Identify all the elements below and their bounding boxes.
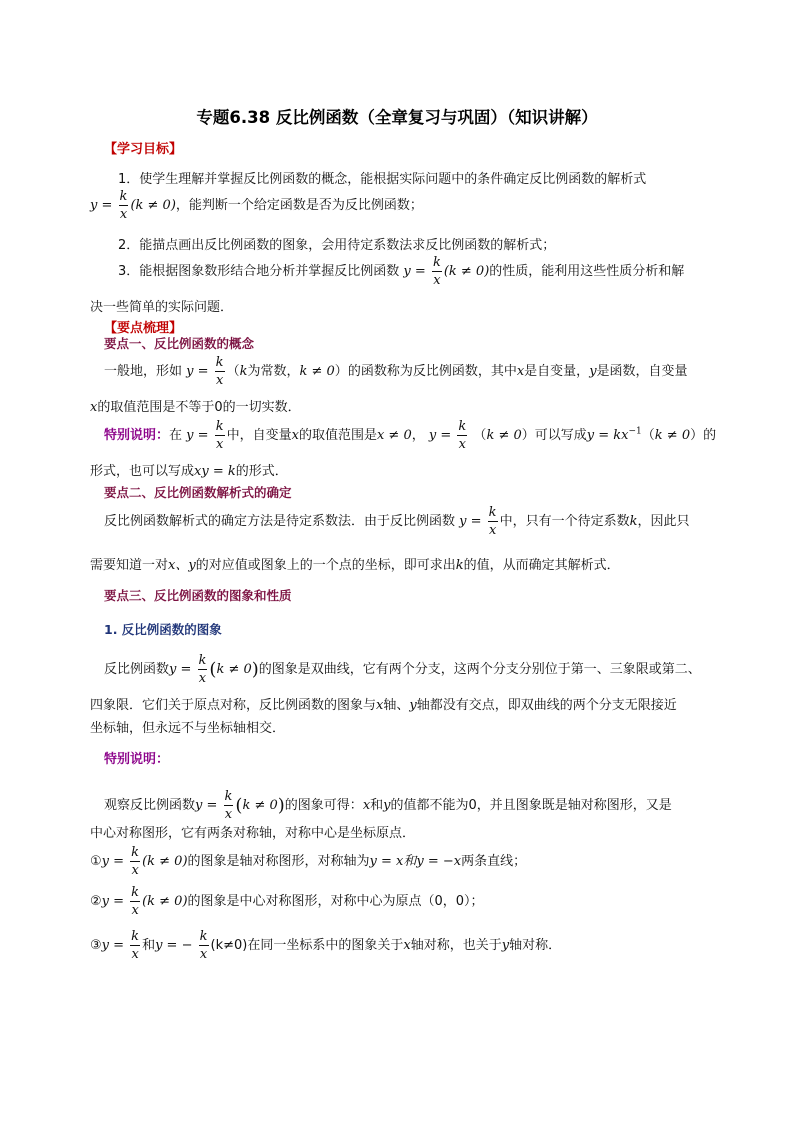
graph-line-1: 反比例函数y = $\frac{k}{x}$ (k ≠ 0)的图象是双曲线，它有两个分支，这两个分支分别位于第一、三象限或第二、 bbox=[104, 653, 701, 686]
section-1-line-1: 一般地，形如 y = $\frac{k}{x}$ （k为常数，k ≠ 0）的函数称为反比例函数，其中x是自变量，y是函数，自变量 bbox=[104, 355, 688, 388]
fraction-k-over-x: $\frac{k}{x}$ bbox=[198, 653, 207, 686]
fraction-k-over-x: $\frac{k}{x}$ bbox=[215, 419, 224, 452]
objective-1-text: 1．使学生理解并掌握反比例函数的概念，能根据实际问题中的条件确定反比例函数的解析式 bbox=[118, 172, 647, 187]
section-1-heading: 要点一、反比例函数的概念 bbox=[104, 336, 255, 351]
fraction-k-over-x: $\frac{k}{x}$ bbox=[131, 885, 140, 918]
fraction-k-over-x: $\frac{k}{x}$ bbox=[458, 419, 467, 452]
graph-line-2: 四象限．它们关于原点对称，反比例函数的图象与x轴、y轴都没有交点，即双曲线的两个分支无限接近 bbox=[90, 698, 677, 713]
conclusion-3: ③y = $\frac{k}{x}$ 和y = − $\frac{k}{x}$ (k≠0)在同一坐标系中的图象关于x轴对称，也关于y轴对称． bbox=[90, 929, 562, 962]
objective-1-tail: ，能判断一个给定函数是否为反比例函数； bbox=[175, 198, 423, 213]
fraction-k-over-x: $\frac{k}{x}$ bbox=[224, 789, 233, 822]
fraction-k-over-x: $\frac{k}{x}$ bbox=[488, 505, 497, 538]
math-y: y bbox=[90, 198, 98, 213]
conclusion-2: ②y = $\frac{k}{x}$ (k ≠ 0)的图象是中心对称图形，对称中心为原点（0，0）； bbox=[90, 885, 484, 918]
section-3-heading: 要点三、反比例函数的图象和性质 bbox=[104, 588, 292, 603]
condition-k-ne-0: (k ≠ 0) bbox=[130, 198, 176, 213]
objective-1-formula-line bbox=[90, 190, 423, 221]
section-1-note-line-1: 特别说明：在 y = $\frac{k}{x}$ 中，自变量x的取值范围是x ≠ 0， y = $\frac{k}{x}$ （k ≠ 0）可以写成$y = kx^{-1}(k \ne 0)$的 bbox=[104, 419, 717, 452]
observation-line-2: 中心对称图形，它有两条对称轴，对称中心是坐标原点． bbox=[90, 826, 416, 841]
fraction-k-over-x: $\frac{k}{x}$ bbox=[199, 929, 208, 962]
section-2-line-2: 需要知道一对x、y的对应值或图象上的一个点的坐标，即可求出k的值，从而确定其解析式． bbox=[90, 558, 620, 573]
section-2-line-1: 反比例函数解析式的确定方法是待定系数法．由于反比例函数 y = $\frac{k}{x}$ 中，只有一个待定系数k，因此只 bbox=[104, 505, 690, 538]
fraction-k-over-x: $\frac{k}{x}$ bbox=[215, 355, 224, 388]
math-eq: = bbox=[101, 198, 113, 213]
fraction-k-over-x: $\frac{k}{x}$ bbox=[119, 189, 128, 222]
subsection-graph-heading: 1. 反比例函数的图象 bbox=[104, 622, 222, 637]
objective-3-continued: 决一些简单的实际问题． bbox=[90, 300, 234, 315]
objective-3-line: 3．能根据图象数形结合地分析并掌握反比例函数 y = $\frac{k}{x}$ (k ≠ 0)的性质，能利用这些性质分析和解 bbox=[118, 255, 685, 288]
section-1-note-line-2: 形式，也可以写成xy = k的形式． bbox=[90, 464, 288, 479]
section-1-line-2: x的取值范围是不等于0的一切实数． bbox=[90, 400, 301, 415]
special-note-label: 特别说明： bbox=[104, 428, 170, 443]
key-points-header: 【要点梳理】 bbox=[104, 321, 183, 336]
objective-2-text: 2．能描点画出反比例函数的图象，会用待定系数法求反比例函数的解析式； bbox=[118, 238, 556, 253]
observation-line-1: 观察反比例函数y = $\frac{k}{x}$ (k ≠ 0)的图象可得：x和y的值都不能为0，并且图象既是轴对称图形，又是 bbox=[104, 789, 672, 822]
fraction-k-over-x: $\frac{k}{x}$ bbox=[131, 929, 140, 962]
special-note-label-2: 特别说明： bbox=[104, 752, 170, 767]
graph-line-3: 坐标轴，但永远不与坐标轴相交． bbox=[90, 721, 286, 736]
fraction-k-over-x: $\frac{k}{x}$ bbox=[131, 845, 140, 878]
page-title: 专题6.38 反比例函数（全章复习与巩固）（知识讲解） bbox=[196, 108, 598, 127]
conclusion-1: ①y = $\frac{k}{x}$ (k ≠ 0)的图象是轴对称图形，对称轴为y = x和y = −x两条直线； bbox=[90, 845, 527, 878]
fraction-k-over-x: $\frac{k}{x}$ bbox=[432, 255, 441, 288]
section-2-heading: 要点二、反比例函数解析式的确定 bbox=[104, 485, 292, 500]
objectives-header: 【学习目标】 bbox=[104, 142, 183, 157]
